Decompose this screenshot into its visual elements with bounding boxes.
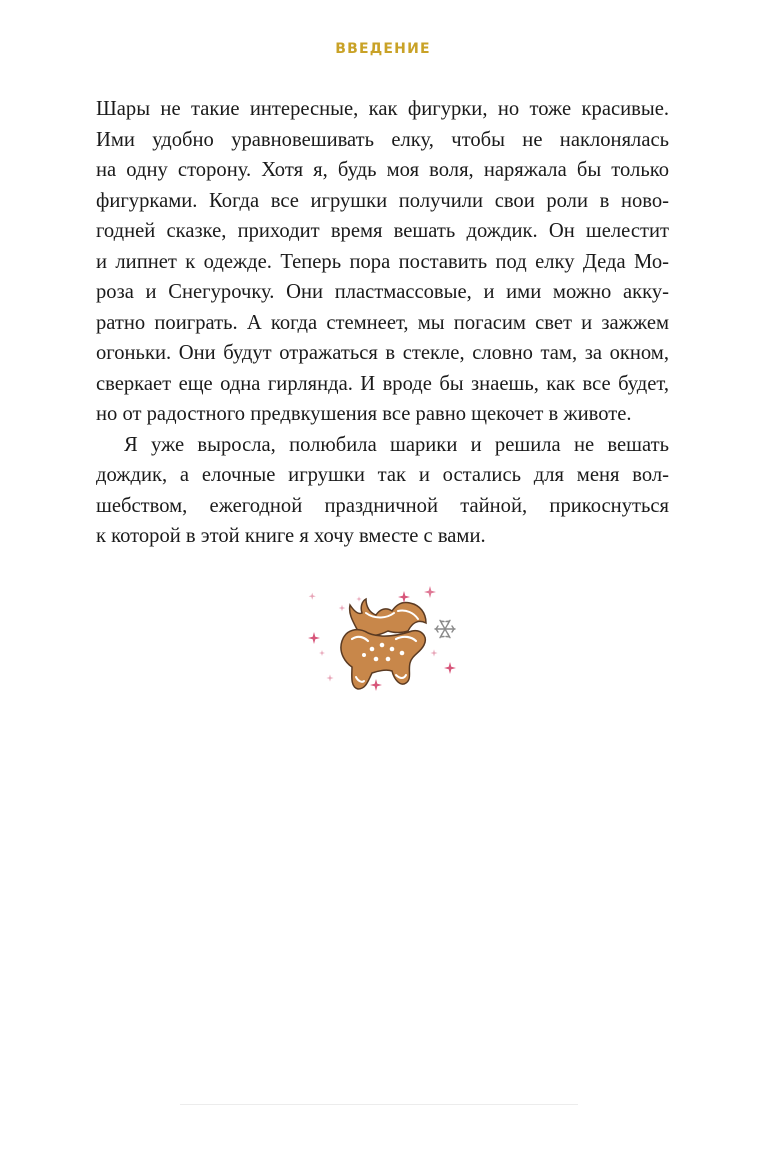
text-line: к которой в этой книге я хочу вместе с вами. bbox=[96, 525, 486, 547]
text-line: дождик, а елочные игрушки так и остались для меня вол- bbox=[96, 464, 669, 486]
text-line: и липнет к одежде. Теперь пора поставить под елку Деда Мо- bbox=[96, 250, 669, 273]
footer-rule bbox=[180, 1104, 578, 1105]
text-line: но от радостного предвкушения все равно щекочет в животе. bbox=[96, 403, 632, 425]
text-line: роза и Снегурочку. Они пластмассовые, и ими можно акку- bbox=[96, 281, 669, 303]
text-line: Шары не такие интересные, как фигурки, но тоже красивые. bbox=[96, 98, 669, 120]
text-line: годней сказке, приходит время вешать дождик. Он шелестит bbox=[96, 220, 669, 242]
text-line: фигурками. Когда все игрушки получили свои роли в ново- bbox=[96, 189, 669, 212]
text-line: шебством, ежегодной праздничной тайной, прикоснуться bbox=[96, 494, 669, 517]
paragraph-1 bbox=[96, 94, 669, 430]
gingerbread-deer-with-sparkles-icon bbox=[302, 583, 464, 697]
text-line: Я уже выросла, полюбила шарики и решила не вешать bbox=[124, 433, 669, 456]
paragraph-2 bbox=[96, 430, 669, 552]
text-line: ратно поиграть. А когда стемнеет, мы погасим свет и зажжем bbox=[96, 311, 669, 334]
text-line: огоньки. Они будут отражаться в стекле, словно там, за окном, bbox=[96, 342, 669, 364]
text-line: Ими удобно уравновешивать елку, чтобы не наклонялась bbox=[96, 128, 669, 151]
running-head: ВВЕДЕНИЕ bbox=[335, 41, 431, 57]
body-text bbox=[96, 94, 669, 552]
text-line: сверкает еще одна гирлянда. И вроде бы знаешь, как все будет, bbox=[96, 372, 669, 395]
text-line: на одну сторону. Хотя я, будь моя воля, наряжала бы только bbox=[96, 159, 669, 181]
